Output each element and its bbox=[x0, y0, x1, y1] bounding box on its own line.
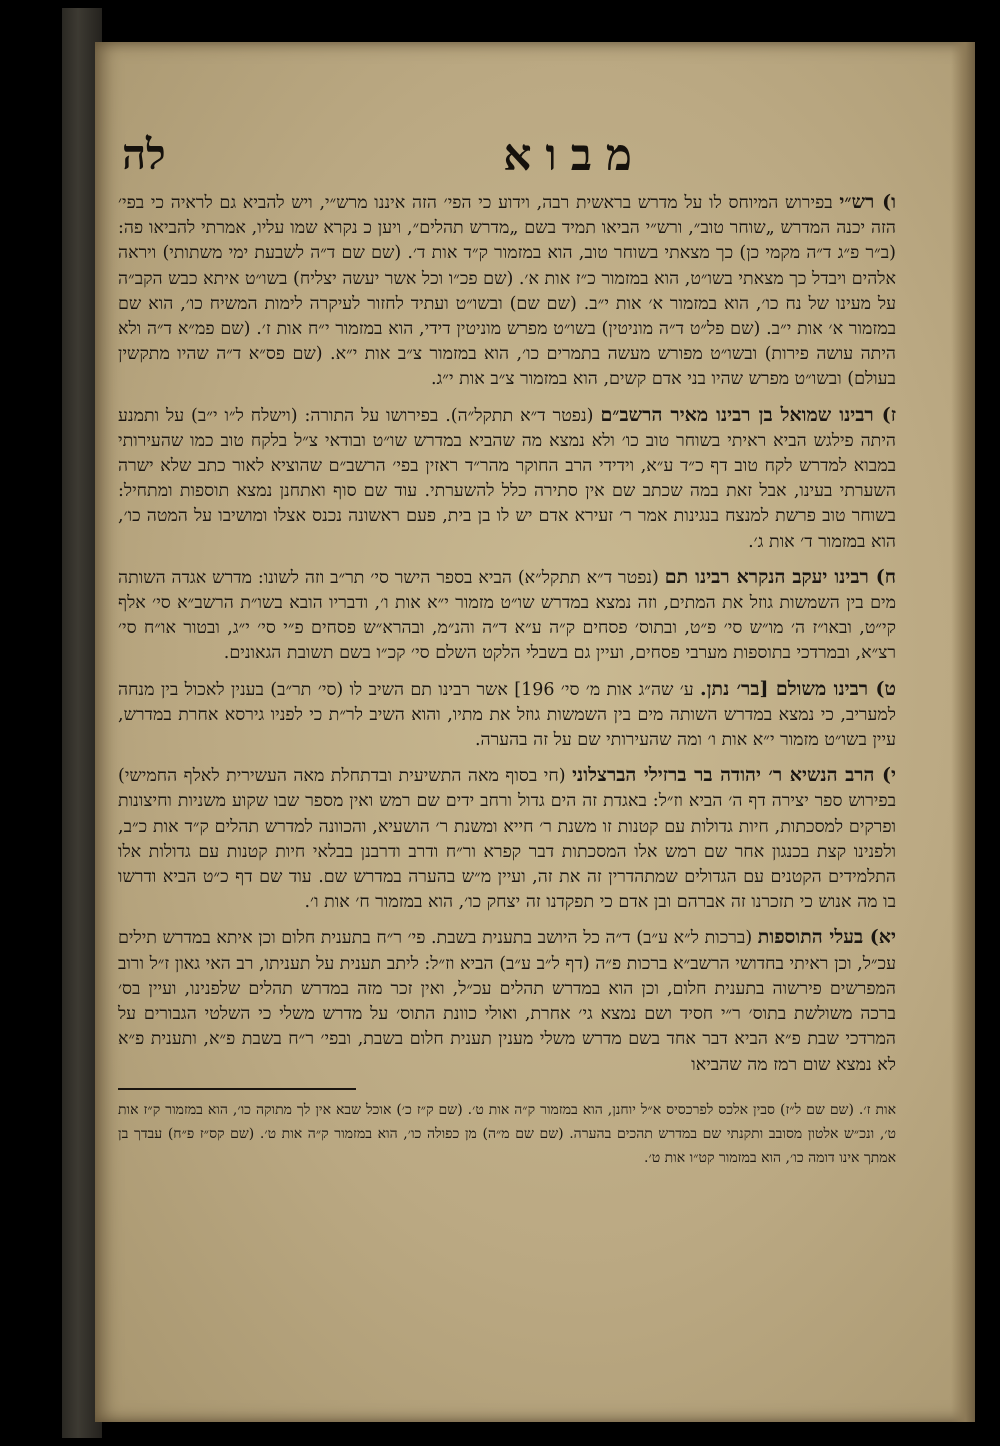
paragraph-text: (ברכות ל״א ע״ב) ד״ה כל היושב בתענית בשבת. פי׳ ר״ח בתענית חלום וכן איתא במדרש תילים עכ״ל, וכן ראיתי בחדושי הרשב״א ברכות פ״ה (דף ל״ב ע״ב) הביא וז״ל: ליתב תענית על תעניתו, רב האי גאון ז״ל ורוב המפרשים פירשוה בתענית חלום, וכן הוא במדרש תהלים עכ״ל, ואין זכר מזה במדרש תהלים שלפנינו, ועיין בס׳ ברכה משולשת בתוס׳ ר״י חסיד ושם נמצא גי׳ אחרת, ואולי כוונת התוס׳ על מדרש משלי כי השלטי הגבורים על המרדכי שבת פ״א הביא דבר אחד בשם מדרש משלי מענין תענית חלום בשבת, ובפי׳ ר״ח בשבת פ״א, ותענית פ״א לא נמצא שום רמז מה שהביאו bbox=[118, 928, 896, 1075]
paragraph-7 bbox=[118, 403, 896, 555]
footnote-separator-rule bbox=[118, 1088, 356, 1090]
paragraph-lead: ז) רבינו שמואל בן רבינו מאיר הרשב״ם bbox=[600, 403, 896, 426]
page-header bbox=[118, 130, 896, 190]
paragraph-text: ע׳ שה״ג אות מ׳ סי׳ 196] אשר רבינו תם השיב לו (סי׳ תר״ב) בענין לאכול בין מנחה למעריב, כי נמצא במדרש השותה מים בין השמשות גוזל את מתיו, והוא השיב לר״ת כי לפניו גירסא אחרת במדרש, עיין בשו״ט מזמור י״א אות ו׳ ומה שהעירותי שם על זה בהערה. bbox=[118, 679, 896, 751]
paragraph-text: (חי בסוף מאה התשיעית ובדתחלת מאה העשירית לאלף החמישי) בפירוש ספר יצירה דף ה׳ הביא וז״ל: באגדת זה הים גדול ורחב ידים שם רמש ואין מספר שבו שקוע משניות וחיצונות ופרקים למסכתות, חיות גדולות עם קטנות זו משנת ר׳ חייא ומשנת ר׳ הושעיא, והכוונה למדרש תהלים ק״ד אות כ״ב, ולפנינו קצת בכנגון אחר שם רמש אלו המסכתות דבר קפרא ור״ח ודרב ודרבנן בבלאי חיות קטנות עם גדולות אלו התלמידים הקטנים עם הגדולים שמתהדרין זה את זה, ועיין מ״ש בהערה במדרש שם. עוד שם דף כ״ט הביא ודרשו בו מה אנוש כי תזכרנו זה אברהם ובן אדם כי תפקדנו זה יצחק כו׳, הוא במזמור ח׳ אות ו׳. bbox=[118, 766, 896, 913]
paragraph-11 bbox=[118, 925, 896, 1077]
paragraph-text: (נפטר ד״א תתקל״א) הביא בספר הישר סי׳ תר״ב וזה לשונו: מדרש אגדה השותה מים בין השמשות גוזל את המתים, וזה נמצא במדרש שו״ט מזמור י״א אות ו׳, ודבריו הובא בשו״ת הרשב״א סי׳ אלף קי״ט, ובאו״ז ה׳ מו״ש סי׳ פ״ט, ובתוס׳ פסחים ק״ה ע״א ד״ה והנ״מ, ובהרא״ש פסחים פ״י סי׳ י״ג, ובטור או״ח סי׳ רצ״א, ובמרדכי בתוספות מערבי פסחים, ועיין גם בשבלי הלקט השלם סי׳ קכ״ו בשם תשובת הגאונים. bbox=[118, 567, 896, 664]
paragraph-lead: ח) רבינו יעקב הנקרא רבינו תם bbox=[664, 565, 896, 588]
page-title: מבוא bbox=[503, 130, 646, 181]
paragraph-lead: ט) רבינו משולם [בר׳ נתן. bbox=[700, 677, 896, 700]
paragraph-text: בפירוש המיוחס לו על מדרש בראשית רבה, וידוע כי הפי׳ הזה איננו מרש״י, ויש להביא גם לראיה כי בפי׳ הזה יכנה המדרש „שוחר טוב״, ורש״י הביאו תמיד בשם „מדרש תהלים״, ויען כ נקרא שמו עליו, אמרתי להביאו פה: (ב״ר פ״ג ד״ה מקמי כן) כך מצאתי בשוחר טוב, הוא במזמור ק״ד אות ד׳. (שם שם ד״ה לשבעת ימי משתותי) ויראה אלהים ויבדל כך מצאתי בשו״ט, הוא במזמור כ״ז אות א׳. (שם פכ״ו וכל אשר יעשה יצליח) בשו״ט איתא כבש הקב״ה על מעינו של נח כו׳, הוא במזמור א׳ אות י״ב. (שם שם) ובשו״ט ועתיד לחזור לעיקרה לימות המשיח כו׳, הוא שם במזמור א׳ אות י״ב. (שם פל״ט ד״ה מוניטין) בשו״ט מפרש מוניטין דידי, הוא במזמור י״ח אות ז׳. (שם פמ״א ד״ה ולא היתה עושה פירות) ובשו״ט מפורש מעשה בתמרים כו׳, הוא במזמור צ״ב אות י״א. (שם פס״א ד״ה שהיו מתקשין בעולם) ובשו״ט מפרש שהיו בני אדם קשים, הוא במזמור צ״ב אות י״ג. bbox=[118, 193, 896, 390]
paragraph-lead: י) הרב הנשיא ר׳ יהודה בר ברזילי הברצלוני bbox=[572, 764, 896, 787]
paragraph-6 bbox=[118, 190, 896, 393]
paragraph-text: (נפטר ד״א תתקל״ה). בפירושו על התורה: (וישלח ל״ו י״ב) על ותמנע היתה פילגש הביא ראיתי בשוחר טוב כו׳ ולא נמצא מה שהביא במדרש שו״ט ובודאי צ״ל בלקח טוב כמו שהעירותי במבוא למדרש לקח טוב דף כ״ד ע״א, וידידי הרב החוקר מהר״ד ראזין בפי׳ הרשב״ם שהוציא לאור כתב שלא ישרה השערתי בעינו, אבל זאת במה שכתב שם אין סתירה כלל להשערתי. עוד שם סוף ואתחנן נמצא תוספות ומתחיל: בשוחר טוב פרשת למנצח בנגינות אמר ר׳ זעירא אדם יש לו בן בית, פעם ראשונה נכנס אצלו ומושיבו על המטה כו׳, הוא במזמור ד׳ אות ג׳. bbox=[118, 405, 896, 552]
page-text-block bbox=[118, 130, 896, 1280]
paragraph-10 bbox=[118, 763, 896, 915]
page-number: לה bbox=[122, 130, 166, 179]
paragraph-8 bbox=[118, 565, 896, 667]
paragraph-lead: יא) בעלי התוספות bbox=[757, 926, 896, 949]
paragraph-lead: ו) רש״י bbox=[839, 191, 896, 213]
footnotes: אות ז׳. (שם שם ל״ז) סבין אלכס לפרכסיס א״ל יוחנן, הוא במזמור ק״ה אות ט׳. (שם ק״ז כ׳) אוכל שבא אין לך מתוקה כו׳, הוא במזמור ק״ז אות ט׳, ונכ״ש אלטון מסובב ותקנתי שם במדרש תהכים בהערה. (שם שם מ״ה) מן כפולה כו׳, הוא במזמור ק״ה אות ט׳. (שם קס״ז פ״ח) עבדך בן אמתך אינו דומה כו׳, הוא במזמור קט״ו אות ט׳. bbox=[118, 1101, 896, 1166]
paragraph-9 bbox=[118, 677, 896, 754]
page-edge-shadow bbox=[951, 42, 975, 1422]
